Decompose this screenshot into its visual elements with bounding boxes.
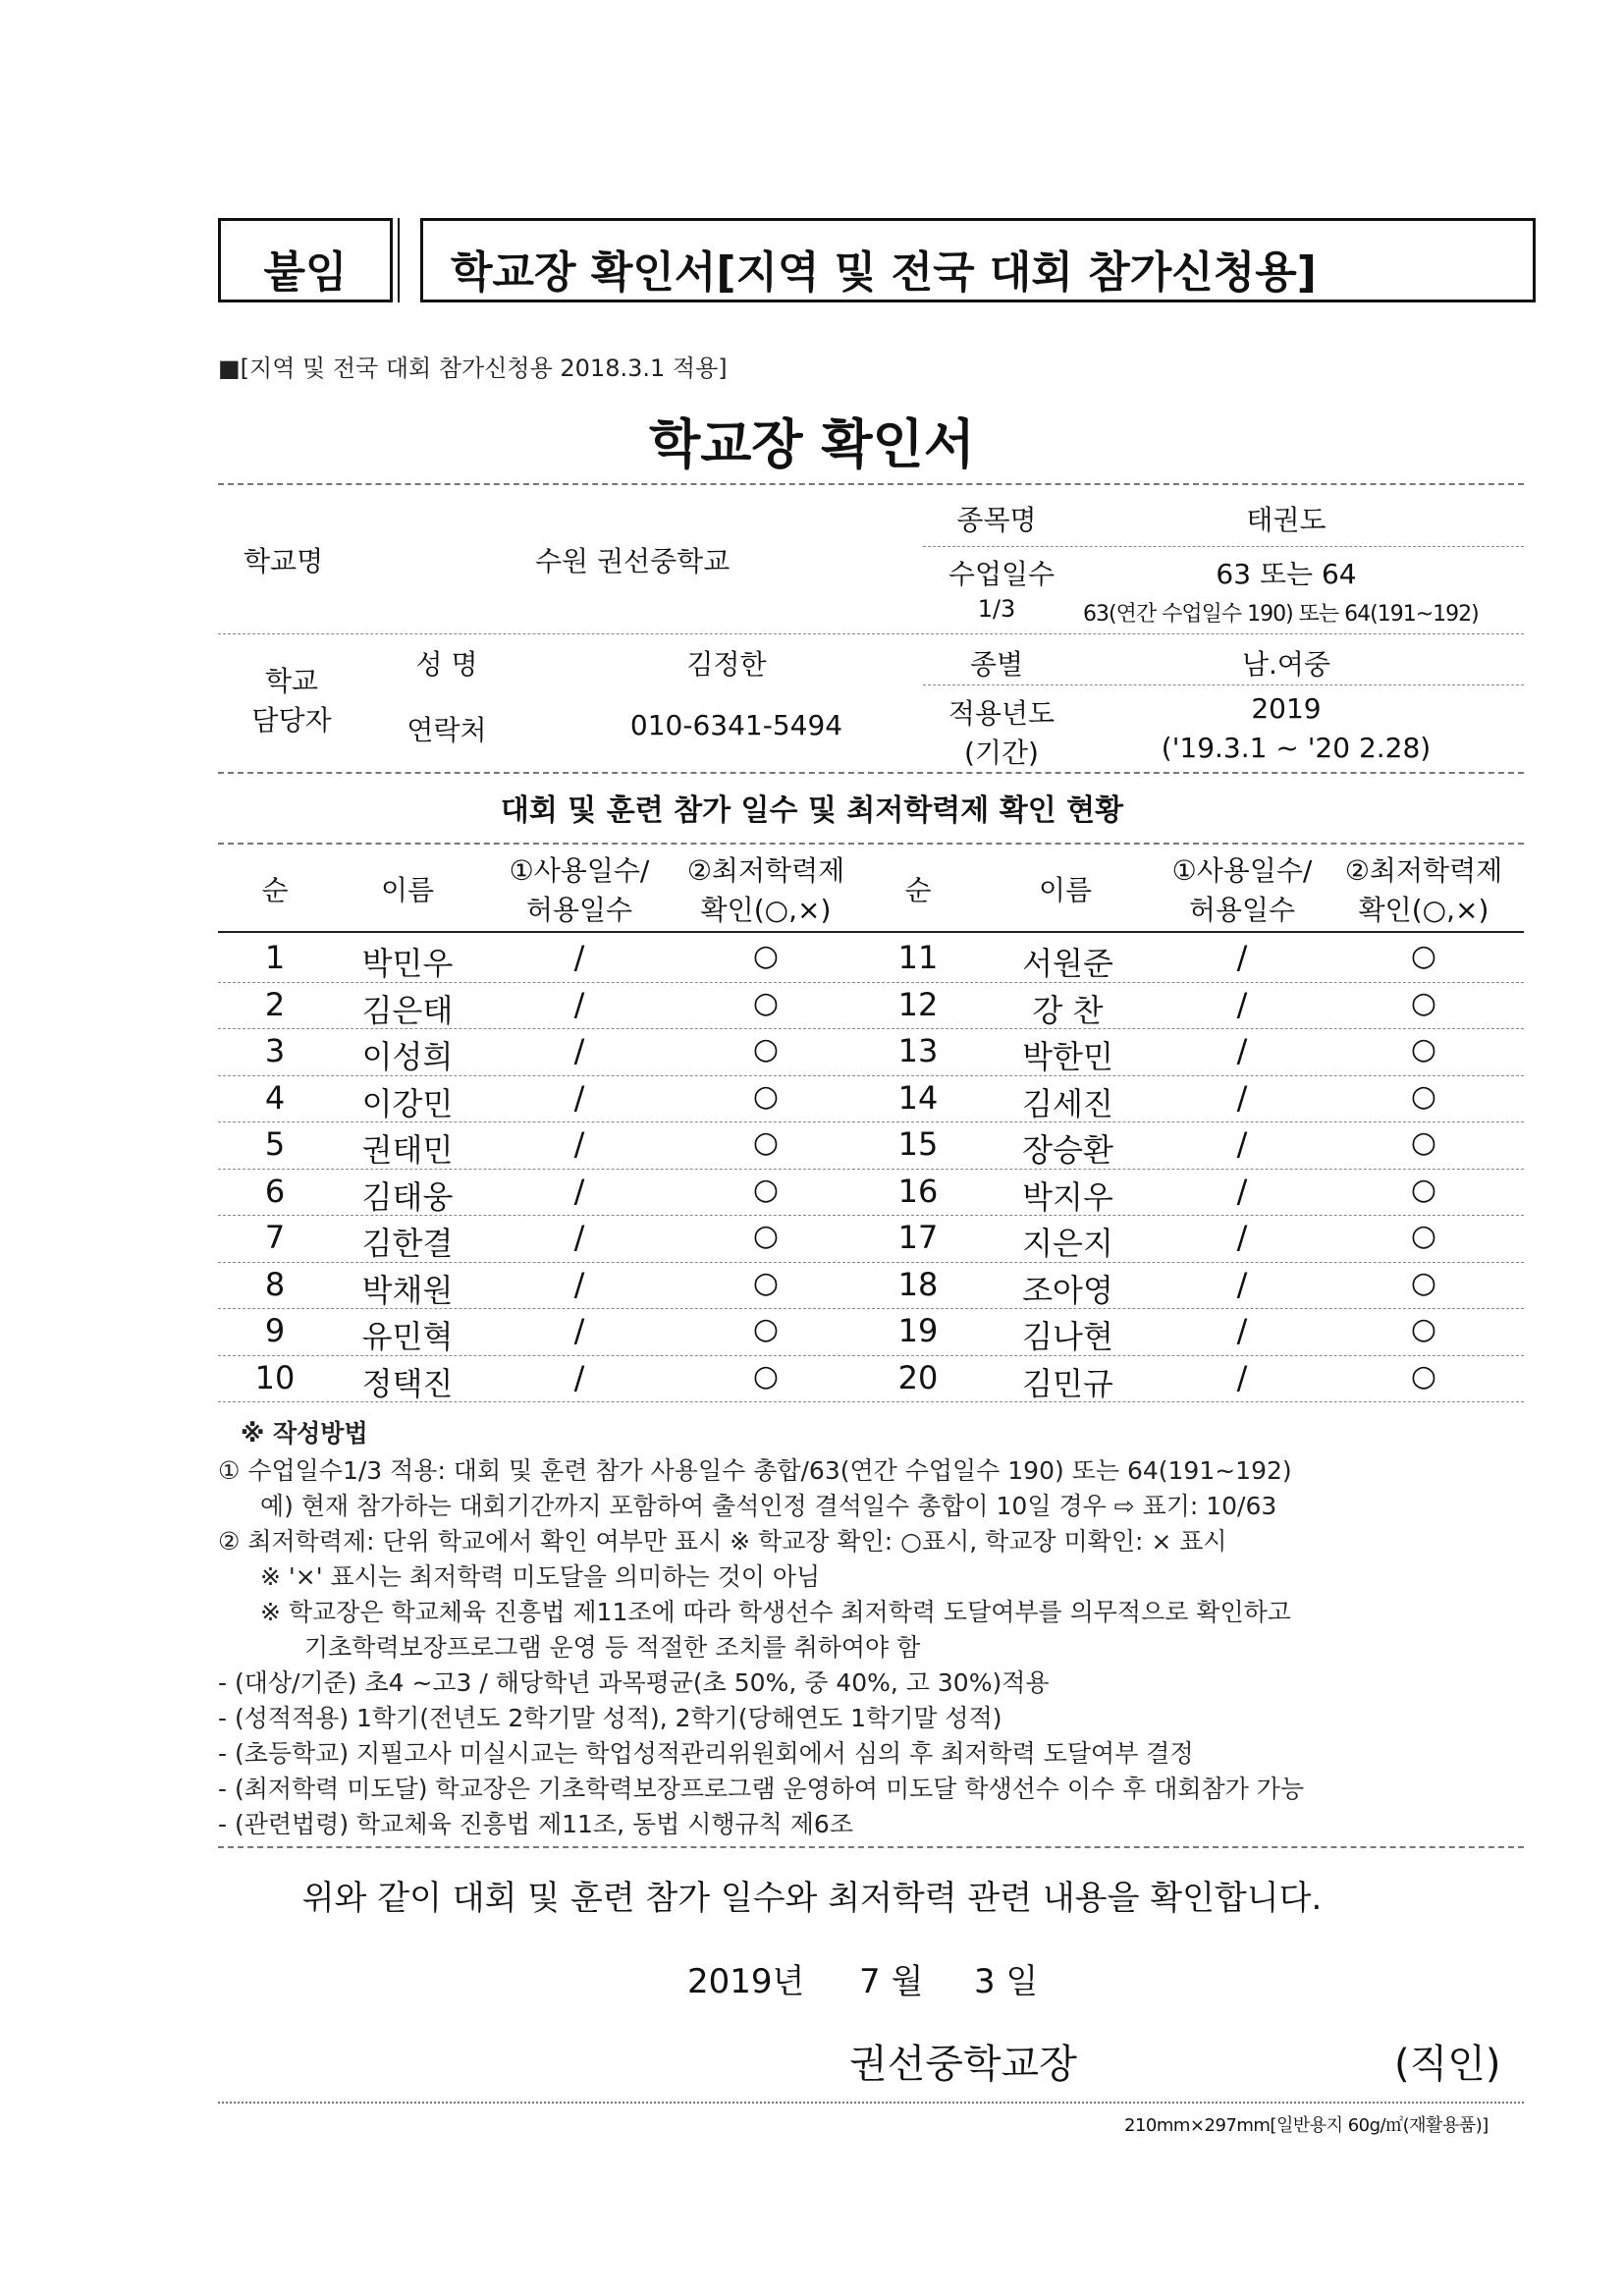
row-number: 7	[264, 1219, 286, 1256]
note-line: - (초등학교) 지필고사 미실시교는 학업성적관리위원회에서 심의 후 최저학력 도달여부 결정	[218, 1739, 1194, 1768]
days-used-allowed: /	[1236, 1219, 1248, 1256]
student-name: 박지우	[1022, 1177, 1113, 1216]
row-number: 15	[897, 1125, 939, 1163]
min-academic-check: ○	[752, 1172, 780, 1207]
student-name: 김은태	[361, 991, 454, 1029]
divider-footer	[218, 2102, 1524, 2104]
phone-label: 연락처	[406, 714, 487, 746]
col-name-left: 이름	[380, 874, 435, 906]
note-line: - (최저학력 미도달) 학교장은 기초학력보장프로그램 운영하여 미도달 학생선수 이수 후 대회참가 가능	[218, 1775, 1305, 1803]
student-name: 이성희	[361, 1038, 454, 1075]
days-used-allowed: /	[1236, 1312, 1248, 1349]
date-month-unit: 월	[891, 1962, 924, 2001]
confirmation-text: 위와 같이 대회 및 훈련 참가 일수와 최저학력 관련 내용을 확인합니다.	[301, 1879, 1323, 1918]
date-year: 2019년	[687, 1962, 805, 2001]
student-name: 김태웅	[361, 1177, 454, 1216]
student-name: 박채원	[361, 1271, 454, 1309]
days-used-allowed: /	[1236, 1032, 1248, 1069]
year-label-2: (기간)	[964, 737, 1039, 769]
row-number: 11	[897, 939, 939, 976]
days-used-allowed: /	[573, 1078, 585, 1117]
days-used-allowed: /	[1236, 985, 1248, 1023]
row-number: 14	[897, 1078, 939, 1117]
row-divider	[218, 1308, 1524, 1309]
days-used-allowed: /	[573, 1125, 585, 1163]
student-name: 유민혁	[361, 1318, 454, 1355]
min-academic-check: ○	[752, 1358, 780, 1394]
date-month: 7	[859, 1962, 881, 2001]
note-line: ① 수업일수1/3 적용: 대회 및 훈련 참가 사용일수 총합/63(연간 수업일수 190) 또는 64(191~192)	[218, 1456, 1292, 1485]
row-divider	[218, 1215, 1524, 1216]
min-academic-check: ○	[752, 1219, 780, 1253]
subheader: ■[지역 및 전국 대회 참가신청용 2018.3.1 적용]	[218, 355, 728, 382]
name-label: 성 명	[415, 648, 478, 681]
min-academic-check: ○	[1410, 1312, 1437, 1346]
student-name: 서원준	[1022, 945, 1113, 982]
days-label: 수업일수	[947, 558, 1056, 590]
min-academic-check: ○	[752, 1312, 780, 1346]
row-number: 9	[264, 1312, 286, 1349]
student-name: 권태민	[361, 1131, 454, 1169]
row-divider	[218, 1262, 1524, 1263]
phone-value: 010-6341-5494	[629, 709, 843, 741]
days-used-allowed: /	[1236, 1078, 1248, 1117]
third-label: 1/3	[977, 595, 1016, 623]
col-check-right-1: ②최저학력제	[1344, 854, 1503, 887]
student-name: 김한결	[361, 1225, 454, 1262]
min-academic-check: ○	[1410, 939, 1437, 973]
student-name: 지은지	[1022, 1225, 1113, 1262]
days-used-allowed: /	[573, 1265, 585, 1303]
min-academic-check: ○	[752, 939, 780, 973]
official-seal-label: (직인)	[1394, 2042, 1501, 2087]
note-line: 기초학력보장프로그램 운영 등 적절한 조치를 취하여야 함	[304, 1633, 921, 1662]
row-divider	[218, 1355, 1524, 1356]
col-days-right-1: ①사용일수/	[1171, 854, 1313, 887]
row-number: 4	[264, 1078, 286, 1117]
row-number: 17	[897, 1219, 939, 1256]
school-label: 학교명	[244, 545, 324, 577]
note-line: - (성적적용) 1학기(전년도 2학기말 성적), 2학기(당해연도 1학기말 성적)	[218, 1704, 1002, 1732]
min-academic-check: ○	[752, 1125, 780, 1160]
min-academic-check: ○	[1410, 1032, 1437, 1066]
note-line: ※ '×' 표시는 최저학력 미도달을 의미하는 것이 아님	[260, 1562, 821, 1591]
year-label-1: 적용년도	[947, 697, 1056, 730]
days-used-allowed: /	[573, 985, 585, 1023]
days-used-allowed: /	[573, 1312, 585, 1349]
col-name-right: 이름	[1038, 874, 1093, 906]
note-line: ※ 학교장은 학교체육 진흥법 제11조에 따라 학생선수 최저학력 도달여부를 의무적으로 확인하고	[260, 1598, 1291, 1626]
third-value: 63(연간 수업일수 190) 또는 64(191~192)	[1083, 602, 1479, 627]
days-used-allowed: /	[573, 1172, 585, 1210]
days-value: 63 또는 64	[1216, 558, 1357, 590]
min-academic-check: ○	[1410, 1265, 1437, 1300]
row-number: 18	[897, 1265, 939, 1303]
student-name: 김나현	[1022, 1318, 1113, 1355]
note-line: ② 최저학력제: 단위 학교에서 확인 여부만 표시 ※ 학교장 확인: ○표시, 학교장 미확인: × 표시	[218, 1527, 1227, 1556]
row-number: 1	[264, 939, 286, 976]
document-title: 학교장 확인서	[649, 413, 975, 475]
row-divider	[218, 982, 1524, 983]
min-academic-check: ○	[1410, 1219, 1437, 1253]
attachment-tag-inner-line	[398, 218, 403, 302]
col-check-left-2: 확인(○,×)	[700, 894, 832, 926]
min-academic-check: ○	[1410, 985, 1437, 1020]
student-name: 정택진	[361, 1364, 454, 1402]
attachment-tag-box	[218, 218, 393, 302]
row-number: 3	[264, 1032, 286, 1069]
header-title: 학교장 확인서[지역 및 전국 대회 참가신청용]	[451, 247, 1317, 298]
student-name: 장승환	[1022, 1131, 1113, 1169]
attachment-tag: 붙임	[263, 247, 348, 298]
divider-info-mid	[218, 633, 1524, 634]
col-no-right: 순	[904, 874, 932, 906]
contact-group-label-2: 담당자	[251, 704, 332, 737]
days-used-allowed: /	[1236, 1125, 1248, 1163]
name-value: 김정한	[686, 648, 767, 681]
student-name: 강 찬	[1032, 991, 1104, 1029]
notes-heading: ※ 작성방법	[241, 1419, 368, 1448]
header-title-box	[420, 218, 1536, 302]
student-name: 박한민	[1022, 1038, 1113, 1075]
min-academic-check: ○	[1410, 1358, 1437, 1394]
period-value: ('19.3.1 ~ '20 2.28)	[1161, 732, 1432, 764]
sport-value: 태권도	[1246, 504, 1326, 536]
col-check-left-1: ②최저학력제	[686, 854, 845, 887]
row-divider	[218, 1401, 1524, 1402]
min-academic-check: ○	[752, 1078, 780, 1114]
divider-sport	[923, 546, 1524, 547]
row-number: 16	[897, 1172, 939, 1210]
days-used-allowed: /	[573, 1032, 585, 1069]
col-days-left-1: ①사용일수/	[509, 854, 650, 887]
date-line	[687, 1954, 1038, 2002]
divider-category	[923, 684, 1524, 685]
student-name: 김세진	[1022, 1084, 1113, 1122]
col-days-left-2: 허용일수	[525, 894, 633, 926]
sport-label: 종목명	[956, 504, 1037, 536]
min-academic-check: ○	[1410, 1078, 1437, 1114]
col-no-left: 순	[261, 874, 289, 906]
student-name: 이강민	[361, 1084, 454, 1122]
divider-notes-bottom	[218, 1846, 1524, 1848]
row-number: 8	[264, 1265, 286, 1303]
row-divider	[218, 1028, 1524, 1029]
row-number: 19	[897, 1312, 939, 1349]
signer-name: 권선중학교장	[849, 2042, 1077, 2087]
row-number: 10	[254, 1358, 296, 1396]
days-used-allowed: /	[573, 1219, 585, 1256]
student-name: 조아영	[1022, 1271, 1113, 1309]
student-name: 박민우	[361, 945, 454, 982]
divider-top	[218, 483, 1524, 485]
min-academic-check: ○	[1410, 1125, 1437, 1160]
col-check-right-2: 확인(○,×)	[1358, 894, 1489, 926]
row-number: 12	[897, 985, 939, 1023]
note-line: - (관련법령) 학교체육 진흥법 제11조, 동법 시행규칙 제6조	[218, 1810, 853, 1838]
year-value: 2019	[1251, 692, 1322, 725]
row-number: 5	[264, 1125, 286, 1163]
min-academic-check: ○	[752, 985, 780, 1020]
paper-spec-footer: 210mm×297mm[일반용지 60g/㎡(재활용품)]	[1124, 2115, 1489, 2136]
table-header-rule	[218, 931, 1524, 933]
days-used-allowed: /	[573, 939, 585, 976]
category-label: 종별	[969, 648, 1024, 681]
contact-group-label-1: 학교	[264, 665, 319, 697]
date-day-unit: 일	[1005, 1962, 1039, 2001]
min-academic-check: ○	[1410, 1172, 1437, 1207]
row-number: 2	[264, 985, 286, 1023]
min-academic-check: ○	[752, 1265, 780, 1300]
row-divider	[218, 1121, 1524, 1122]
category-value: 남.여중	[1241, 648, 1331, 681]
days-used-allowed: /	[1236, 1265, 1248, 1303]
note-line: 예) 현재 참가하는 대회기간까지 포함하여 출석인정 결석일수 총합이 10일 경우 ⇨ 표기: 10/63	[260, 1492, 1277, 1520]
days-used-allowed: /	[1236, 1358, 1248, 1396]
days-used-allowed: /	[1236, 1172, 1248, 1210]
col-days-right-2: 허용일수	[1188, 894, 1296, 926]
student-name: 김민규	[1022, 1364, 1113, 1402]
row-number: 20	[897, 1358, 939, 1396]
divider-section	[218, 843, 1524, 845]
note-line: - (대상/기준) 초4 ~고3 / 해당학년 과목평균(초 50%, 중 40%, 고 30%)적용	[218, 1668, 1050, 1697]
section-title: 대회 및 훈련 참가 일수 및 최저학력제 확인 현황	[500, 793, 1124, 828]
row-divider	[218, 1169, 1524, 1170]
days-used-allowed: /	[573, 1358, 585, 1396]
row-divider	[218, 1075, 1524, 1076]
school-value: 수원 권선중학교	[535, 545, 731, 577]
row-number: 6	[264, 1172, 286, 1210]
date-day: 3	[973, 1962, 996, 2001]
days-used-allowed: /	[1236, 939, 1248, 976]
divider-info-bottom	[218, 772, 1524, 774]
min-academic-check: ○	[752, 1032, 780, 1066]
row-number: 13	[897, 1032, 939, 1069]
